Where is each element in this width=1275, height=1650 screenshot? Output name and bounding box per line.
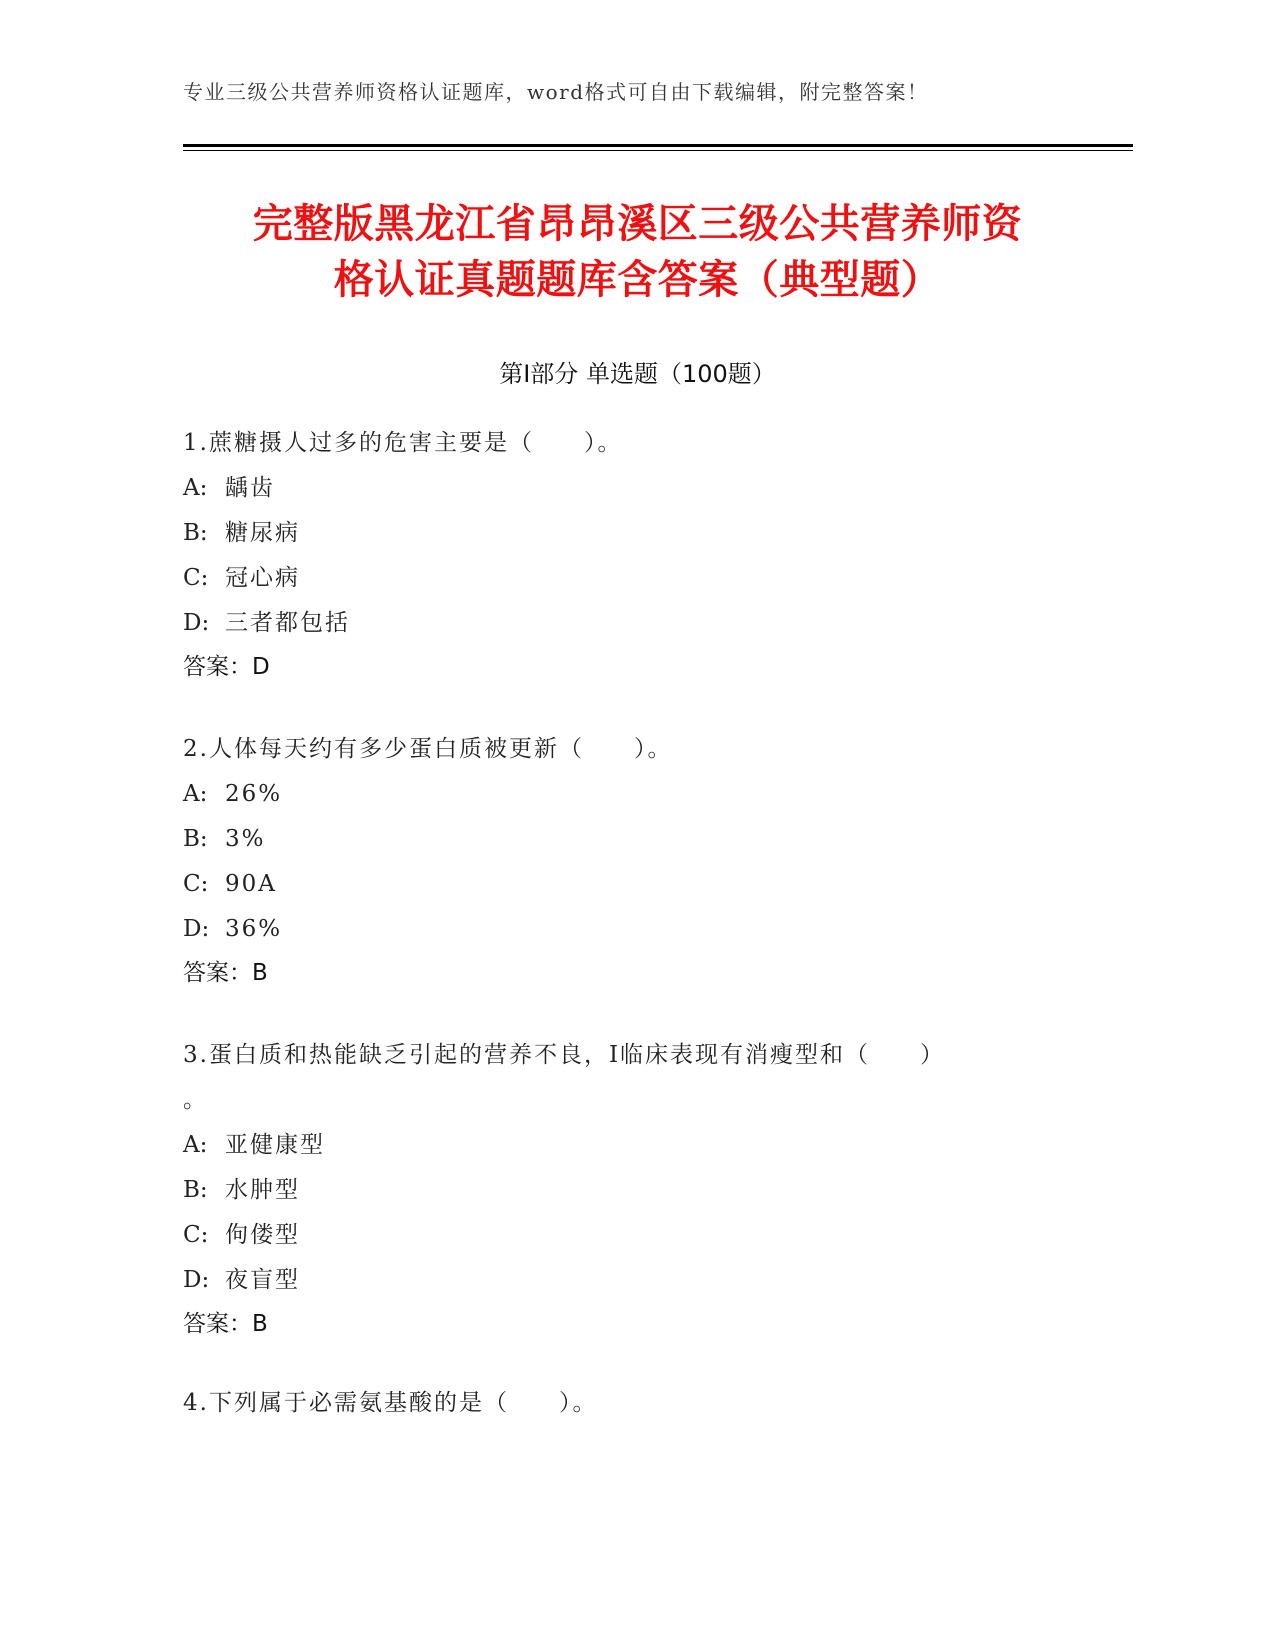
option-text: 36% [225,916,283,942]
option-d [183,1265,1083,1295]
option-text: 亚健康型 [225,1132,325,1158]
header-note: 专业三级公共营养师资格认证题库，word格式可自由下载编辑，附完整答案！ [183,80,929,104]
question-2 [183,734,1083,988]
option-letter: B: [183,520,208,546]
option-letter: A: [183,1132,208,1158]
option-text: 龋齿 [225,475,275,501]
option-d [183,914,1083,944]
option-letter: D: [183,1267,210,1293]
question-stem-continuation: 。 [183,1087,206,1113]
option-text: 水肿型 [225,1177,300,1203]
option-text: 90A [225,871,277,897]
document-title-line-1: 完整版黑龙江省昂昂溪区三级公共营养师资 [252,201,1023,247]
header-rule-thick [183,144,1133,147]
document-title-line-2: 格认证真题题库含答案（典型题） [333,257,942,303]
question-stem: 1.蔗糖摄人过多的危害主要是（ ）。 [183,430,623,456]
option-c [183,869,1083,899]
answer-line: 答案：D [183,654,270,680]
option-c [183,563,1083,593]
answer-line: 答案：B [183,1311,268,1337]
question-stem: 3.蛋白质和热能缺乏引起的营养不良，I临床表现有消瘦型和（ ） [183,1042,946,1068]
option-text: 佝偻型 [225,1222,300,1248]
option-text: 糖尿病 [225,520,300,546]
option-letter: C: [183,565,209,591]
option-a [183,473,1083,503]
option-letter: B: [183,1177,208,1203]
option-c [183,1220,1083,1250]
option-text: 夜盲型 [225,1267,300,1293]
question-1 [183,428,1083,682]
question-3 [183,1040,1083,1339]
option-letter: C: [183,871,209,897]
option-b [183,824,1083,854]
document-title [150,196,1125,308]
option-letter: D: [183,916,210,942]
option-letter: A: [183,475,208,501]
answer-line: 答案：B [183,960,268,986]
header-rule-thin [183,150,1133,151]
option-letter: C: [183,1222,209,1248]
question-stem: 2.人体每天约有多少蛋白质被更新（ ）。 [183,736,673,762]
option-letter: A: [183,781,208,807]
option-b [183,1175,1083,1205]
option-text: 三者都包括 [225,610,350,636]
option-a [183,779,1083,809]
option-text: 3% [225,826,266,852]
question-4 [183,1388,1083,1418]
question-stem: 4.下列属于必需氨基酸的是（ ）。 [183,1390,598,1416]
option-text: 26% [225,781,283,807]
option-d [183,608,1083,638]
option-letter: B: [183,826,208,852]
option-letter: D: [183,610,210,636]
option-b [183,518,1083,548]
section-heading: 第Ⅰ部分 单选题（100题） [499,360,776,388]
option-text: 冠心病 [225,565,300,591]
option-a [183,1130,1083,1160]
